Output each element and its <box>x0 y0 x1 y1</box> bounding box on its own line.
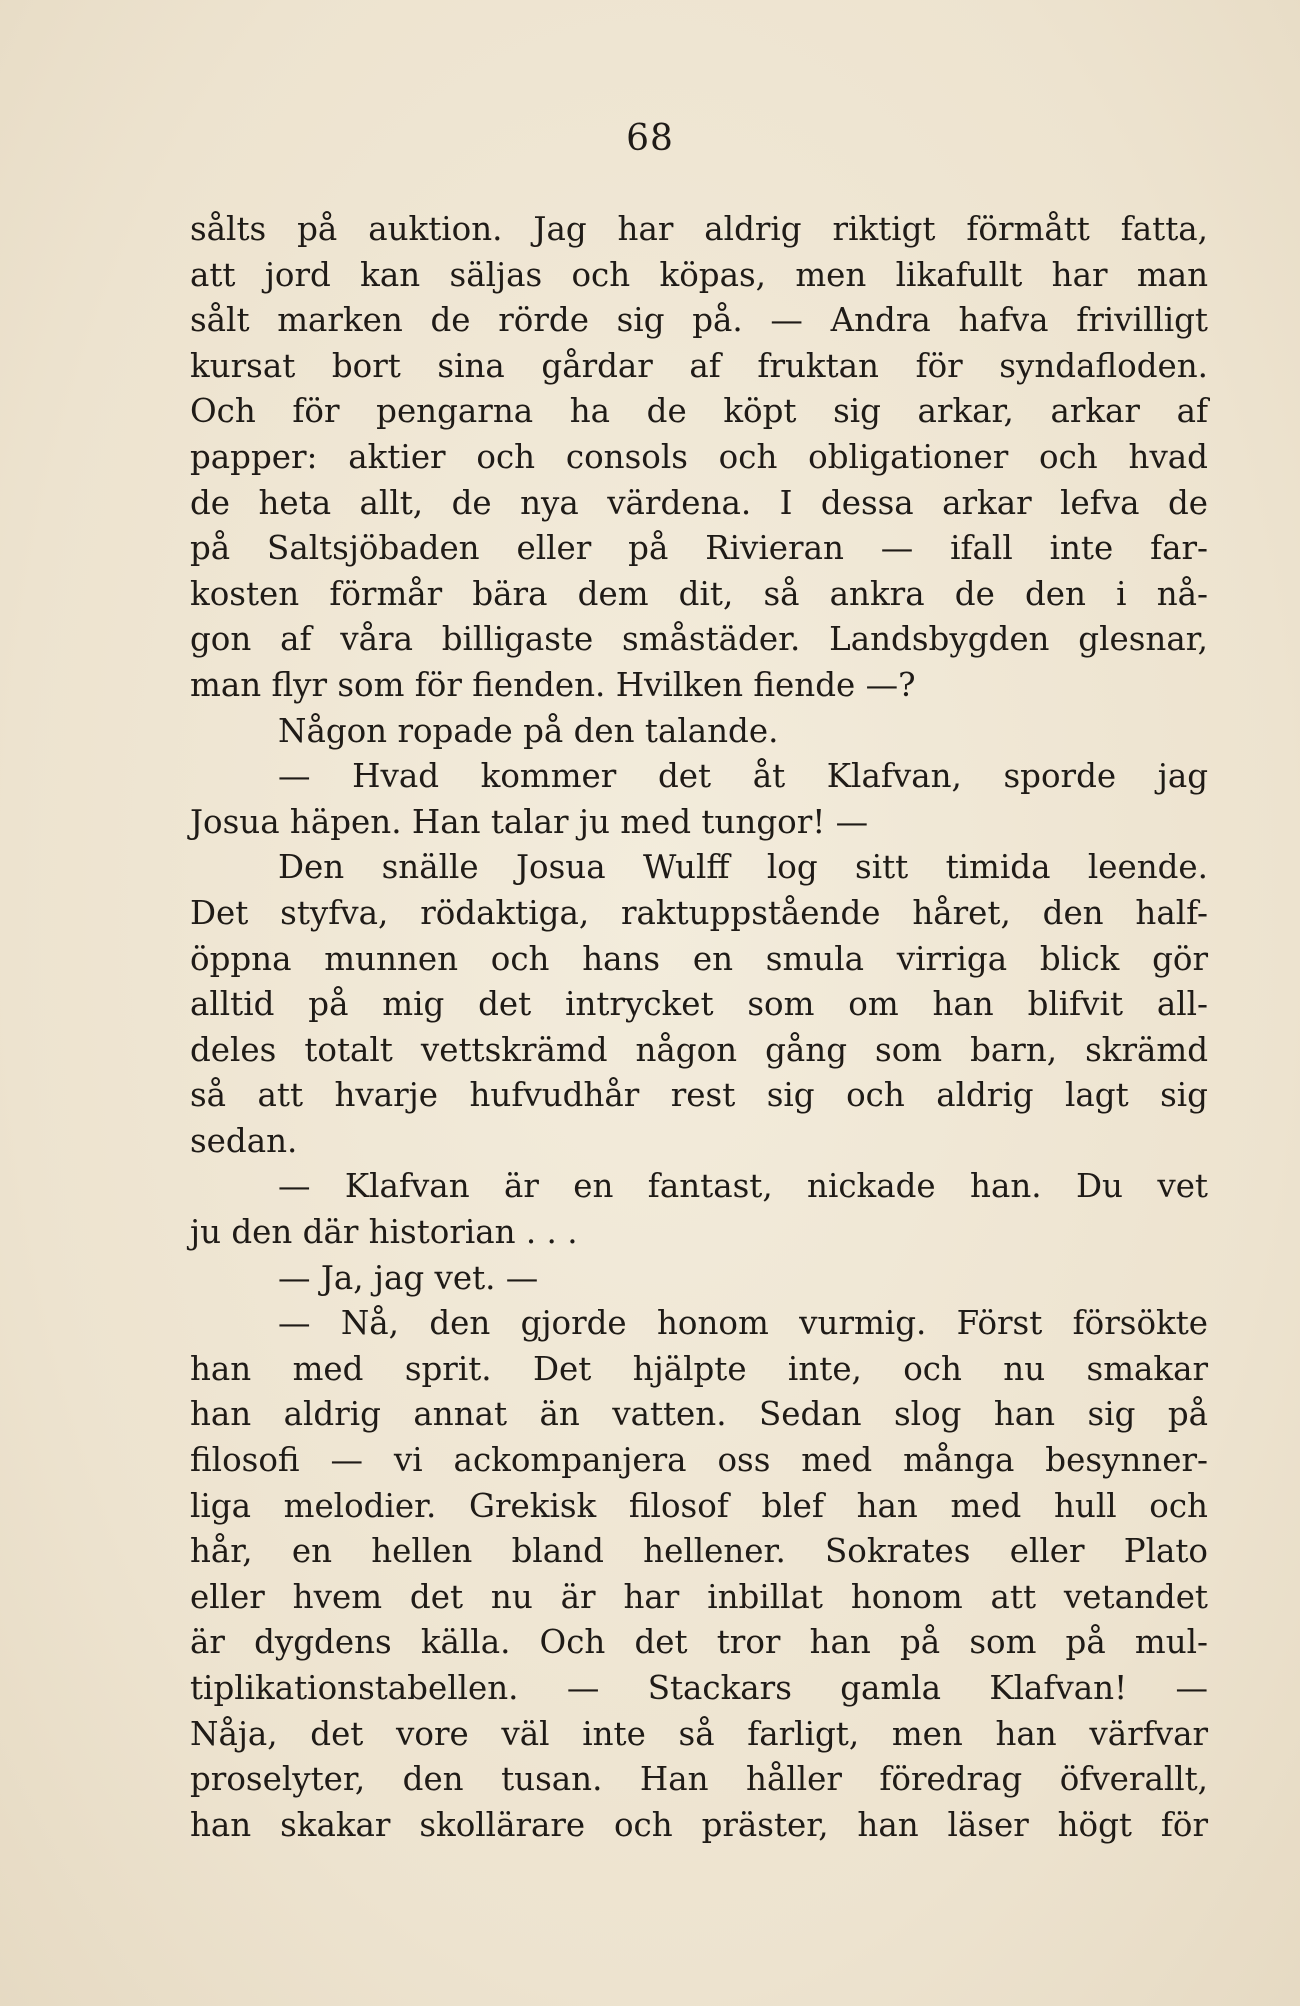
text-line: sålts på auktion. Jag har aldrig riktigt förmått fatta, <box>190 210 1208 248</box>
body-text <box>190 207 1208 1848</box>
text-line: alltid på mig det intrycket som om han blifvit all- <box>190 985 1208 1024</box>
text-line: är dygdens källa. Och det tror han på som på mul- <box>190 1623 1208 1662</box>
text-line: liga melodier. Grekisk filosof blef han med hull och <box>190 1486 1208 1525</box>
text-line: han skakar skollärare och präster, han läser högt för <box>190 1805 1208 1844</box>
text-line: öppna munnen och hans en smula virriga blick gör <box>190 939 1208 978</box>
text-line: på Saltsjöbaden eller på Rivieran — ifall inte far- <box>190 529 1208 568</box>
text-line: gon af våra billigaste småstäder. Landsbygden glesnar, <box>190 620 1208 659</box>
page-number: 68 <box>626 118 674 159</box>
text-line: han med sprit. Det hjälpte inte, och nu smakar <box>190 1349 1208 1388</box>
text-line: — Hvad kommer det åt Klafvan, sporde jag <box>278 757 1208 796</box>
text-line: Någon ropade på den talande. <box>278 711 779 750</box>
text-line: proselyter, den tusan. Han håller föredrag öfverallt, <box>190 1760 1208 1799</box>
text-line: kosten förmår bära dem dit, så ankra de den i nå- <box>190 574 1208 613</box>
text-line: Nåja, det vore väl inte så farligt, men han värfvar <box>190 1714 1208 1753</box>
text-line: hår, en hellen bland hellener. Sokrates eller Plato <box>190 1532 1208 1571</box>
text-line: sålt marken de rörde sig på. — Andra hafva frivilligt <box>190 301 1208 340</box>
text-line: — Ja, jag vet. — <box>278 1258 539 1297</box>
text-line: att jord kan säljas och köpas, men likafullt har man <box>190 255 1208 294</box>
text-line: han aldrig annat än vatten. Sedan slog han sig på <box>190 1395 1208 1434</box>
text-line: Josua häpen. Han talar ju med tungor! — <box>190 802 869 841</box>
text-line: — Nå, den gjorde honom vurmig. Först försökte <box>278 1304 1208 1343</box>
text-line: man flyr som för fienden. Hvilken fiende —? <box>190 665 916 704</box>
text-line: filosofi — vi ackompanjera oss med många besynner- <box>190 1441 1208 1480</box>
text-line: Den snälle Josua Wulff log sitt timida leende. <box>278 848 1208 887</box>
text-line: eller hvem det nu är har inbillat honom att vetandet <box>190 1577 1208 1616</box>
text-line: Det styfva, rödaktiga, raktuppstående håret, den half- <box>190 893 1208 932</box>
text-line: ju den där historian . . . <box>190 1213 578 1252</box>
text-line: sedan. <box>190 1121 298 1160</box>
text-line: kursat bort sina gårdar af fruktan för syndafloden. <box>190 346 1208 385</box>
text-line: så att hvarje hufvudhår rest sig och aldrig lagt sig <box>190 1076 1208 1115</box>
text-line: — Klafvan är en fantast, nickade han. Du vet <box>278 1167 1208 1206</box>
text-line: papper: aktier och consols och obligationer och hvad <box>190 437 1208 476</box>
text-line: tiplikationstabellen. — Stackars gamla Klafvan! — <box>190 1669 1208 1707</box>
text-line: de heta allt, de nya värdena. I dessa arkar lefva de <box>190 483 1208 522</box>
text-line: Och för pengarna ha de köpt sig arkar, arkar af <box>190 392 1208 431</box>
text-line: deles totalt vettskrämd någon gång som barn, skrämd <box>190 1030 1208 1069</box>
